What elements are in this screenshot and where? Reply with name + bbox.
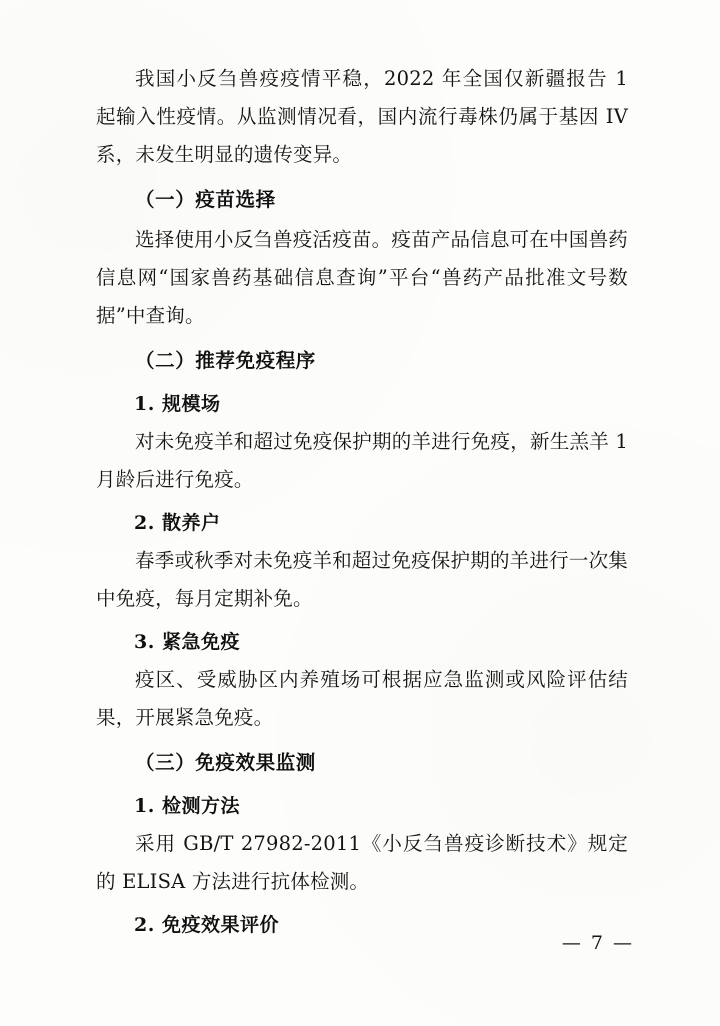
backyard-household-paragraph: 春季或秋季对未免疫羊和超过免疫保护期的羊进行一次集中免疫，每月定期补免。 [96, 549, 628, 610]
document-body [96, 60, 628, 944]
vaccine-selection-paragraph: 选择使用小反刍兽疫活疫苗。疫苗产品信息可在中国兽药信息网“国家兽药基础信息查询”平台“兽药产品批准文号数据”中查询。 [96, 228, 628, 327]
section-heading-effect-monitoring: （三）免疫效果监测 [135, 751, 316, 774]
subheading-emergency-immunization: 3. 紧急免疫 [134, 631, 240, 653]
section-heading-recommended-procedure: （二）推荐免疫程序 [135, 349, 316, 372]
subheading-backyard-household: 2. 散养户 [134, 512, 221, 534]
page-number: — 7 — [561, 932, 634, 954]
subheading-testing-method: 1. 检测方法 [134, 795, 240, 817]
intro-paragraph: 我国小反刍兽疫疫情平稳，2022 年全国仅新疆报告 1 起输入性疫情。从监测情况看，国内流行毒株仍属于基因 IV 系，未发生明显的遗传变异。 [96, 67, 628, 166]
scale-farm-paragraph: 对未免疫羊和超过免疫保护期的羊进行免疫，新生羔羊 1 月龄后进行免疫。 [96, 430, 628, 491]
subheading-scale-farm: 1. 规模场 [134, 393, 221, 415]
emergency-immunization-paragraph: 疫区、受威胁区内养殖场可根据应急监测或风险评估结果，开展紧急免疫。 [96, 668, 628, 729]
subheading-effect-evaluation: 2. 免疫效果评价 [134, 914, 279, 936]
section-heading-vaccine-selection: （一）疫苗选择 [135, 188, 276, 211]
testing-method-paragraph: 采用 GB/T 27982-2011《小反刍兽疫诊断技术》规定的 ELISA 方法进行抗体检测。 [96, 832, 628, 893]
